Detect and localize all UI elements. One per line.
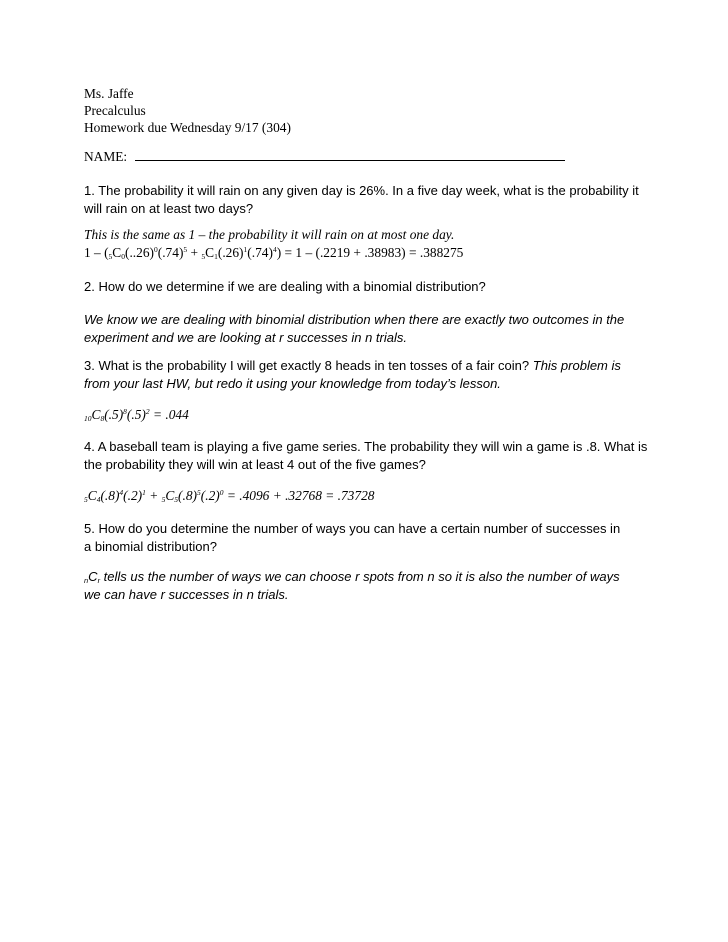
question-4-formula: $_5C_4(.8)^4(.2)^1 + _5C_5(.8)^5(.2)^0 = .4096 + .32768 = .73728$ xyxy=(84,488,375,504)
question-1-answer-note: This is the same as 1 – the probability it will rain on at most one day. xyxy=(84,227,455,242)
question-3-formula: $_{10}C_8(.5)^8(.5)^2 = .044$ xyxy=(84,407,189,423)
question-5: 5. How do you determine the number of ways you can have a certain number of successes in a binomial distribution? xyxy=(84,521,621,554)
teacher-name: Ms. Jaffe xyxy=(84,86,134,101)
question-1 xyxy=(84,182,659,218)
question-2-answer: We know we are dealing with binomial distribution when there are exactly two outcomes in the experiment and we are looking at r successes in n trials. xyxy=(84,312,625,345)
course-name: Precalculus xyxy=(84,103,146,118)
question-3-note: This problem is from your last HW, but redo it using your knowledge from today’s lesson. xyxy=(84,358,621,391)
question-1-text: 1. The probability it will rain on any given day is 26%. In a five day week, what is the probability it will rain on at least two days? xyxy=(84,183,639,216)
name-label: NAME: xyxy=(84,149,128,164)
question-4: 4. A baseball team is playing a five game series. The probability they will win a game is .8. What is the probability they will win at least 4 out of the five games? xyxy=(84,439,648,472)
header-block xyxy=(84,85,664,136)
name-field xyxy=(84,148,664,166)
question-5-answer: $_nC_r$ tells us the number of ways we can choose r spots from n so it is also the number of ways we can have r successes in n trials. xyxy=(84,569,620,602)
question-2: 2. How do we determine if we are dealing with a binomial distribution? xyxy=(84,279,486,294)
name-blank-line xyxy=(135,149,565,161)
assignment-title: Homework due Wednesday 9/17 (304) xyxy=(84,120,291,135)
question-3 xyxy=(84,357,644,393)
question-3-text: 3. What is the probability I will get exactly 8 heads in ten tosses of a fair coin? xyxy=(84,358,530,373)
question-1-formula: $1 - (_5C_0(..26)^0(.74)^5 + _5C_1(.26)^1(.74)^4) = 1 - (.2219 + .38983) = .388275$ xyxy=(84,245,464,261)
